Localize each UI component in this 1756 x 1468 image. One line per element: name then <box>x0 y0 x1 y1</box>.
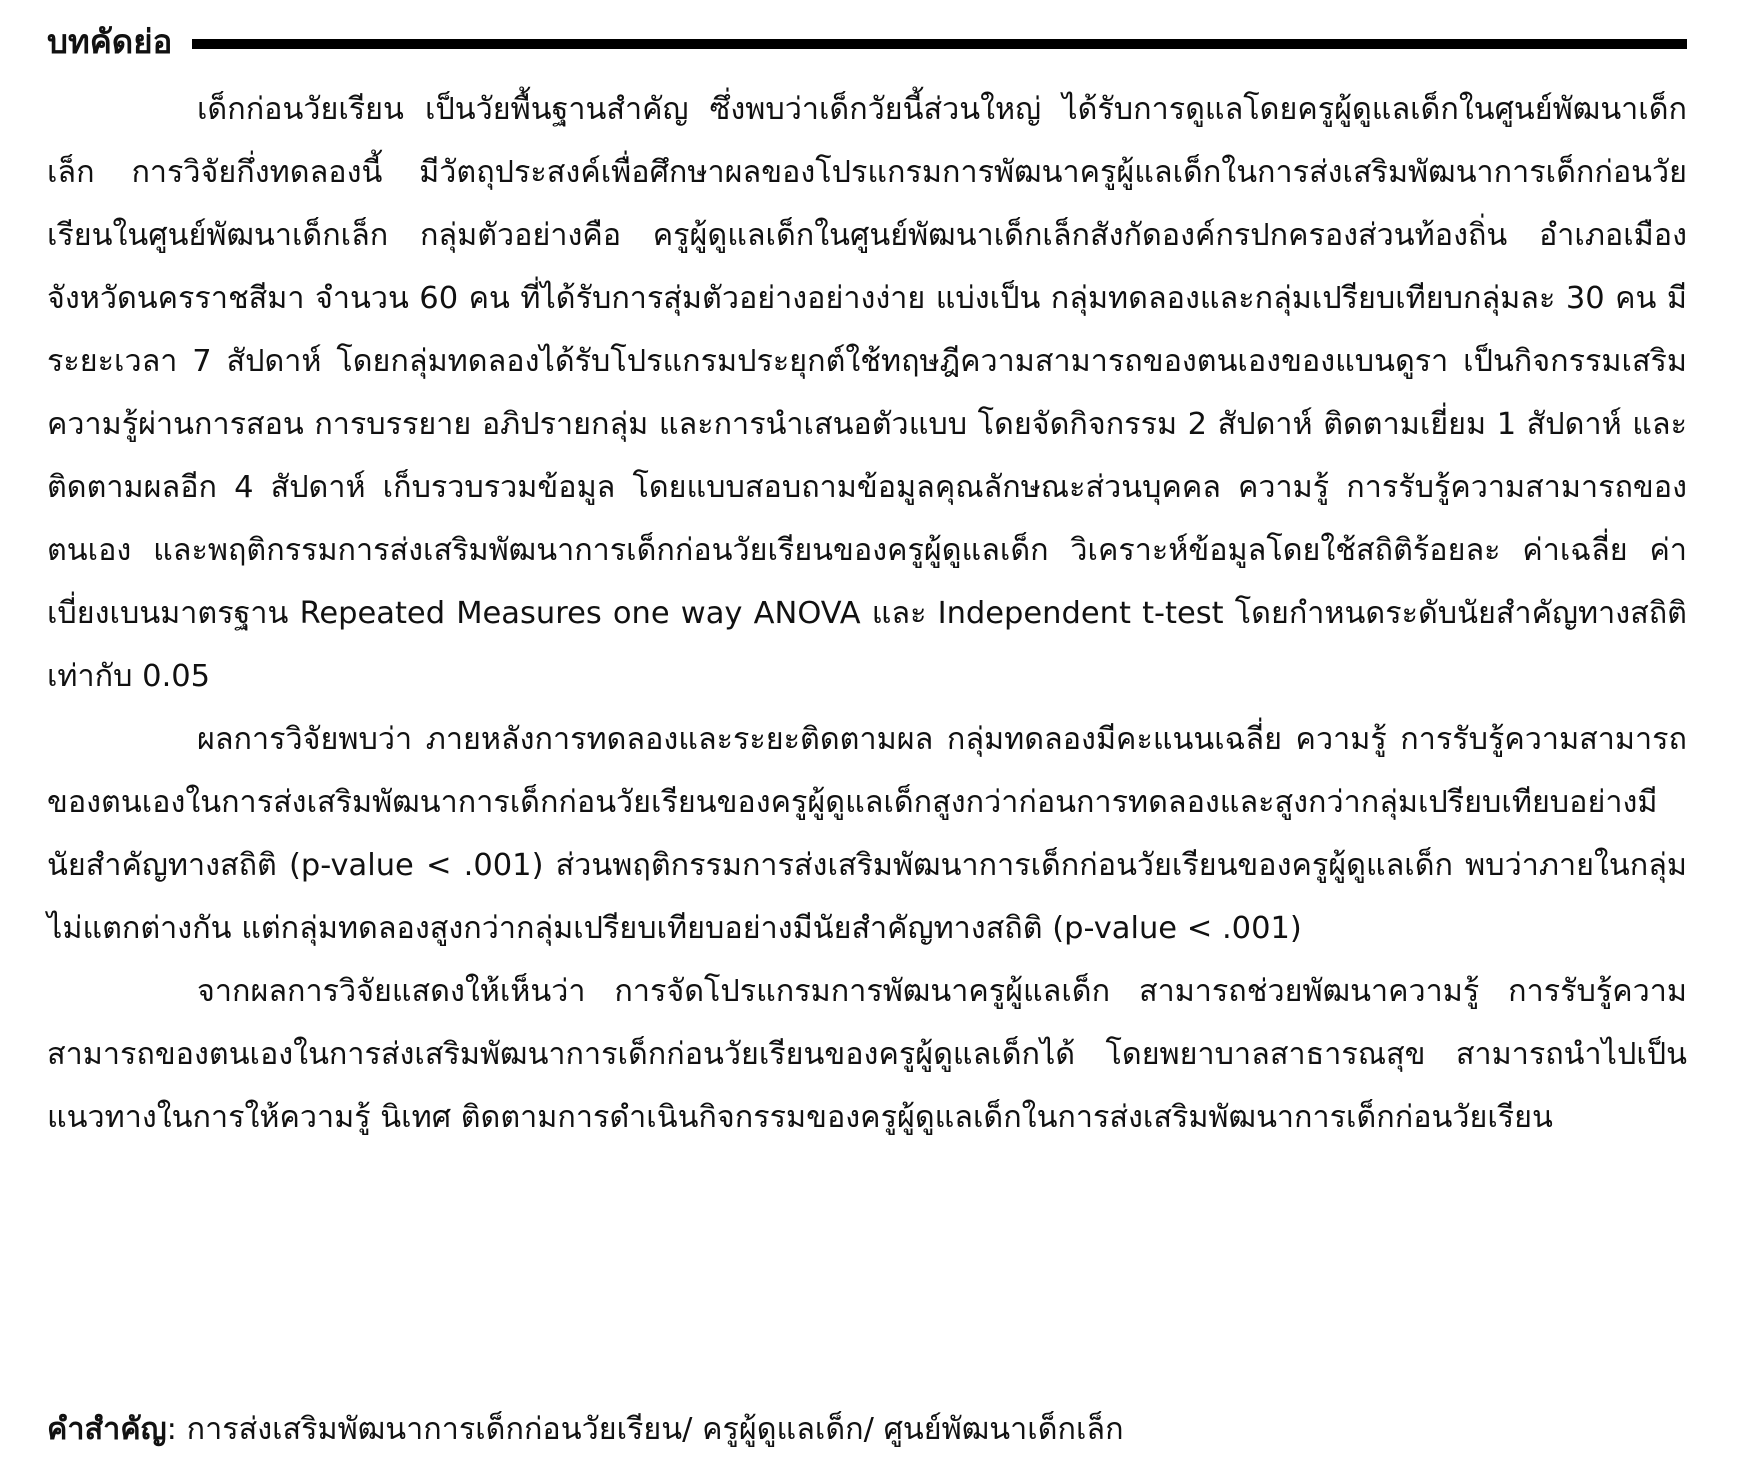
keywords-line <box>47 1402 1124 1458</box>
abstract-page <box>47 14 1687 1447</box>
keywords-text: : การส่งเสริมพัฒนาการเด็กก่อนวัยเรียน/ ครูผู้ดูแลเด็ก/ ศูนย์พัฒนาเด็กเล็ก <box>166 1412 1124 1447</box>
heading-rule-divider <box>192 39 1687 49</box>
abstract-heading: บทคัดย่อ <box>47 22 173 61</box>
abstract-paragraph-3: จากผลการวิจัยแสดงให้เห็นว่า การจัดโปรแกรมการพัฒนาครูผู้แลเด็ก สามารถช่วยพัฒนาความรู้ การรับรู้ความสามารถของตนเองในการส่งเสริมพัฒนาการเด็กก่อนวัยเรียนของครูผู้ดูแลเด็กได้ โดยพยาบาลสาธารณสุข สามารถนำไปเป็นแนวทางในการให้ความรู้ นิเทศ ติดตามการดำเนินกิจกรรมของครูผู้ดูแลเด็กในการส่งเสริมพัฒนาการเด็กก่อนวัยเรียน <box>47 974 1687 1135</box>
abstract-paragraph-1: เด็กก่อนวัยเรียน เป็นวัยพื้นฐานสำคัญ ซึ่งพบว่าเด็กวัยนี้ส่วนใหญ่ ได้รับการดูแลโดยครูผู้ดูแลเด็กในศูนย์พัฒนาเด็กเล็ก การวิจัยกึ่งทดลองนี้ มีวัตถุประสงค์เพื่อศึกษาผลของโปรแกรมการพัฒนาครูผู้แลเด็กในการส่งเสริมพัฒนาการเด็กก่อนวัยเรียนในศูนย์พัฒนาเด็กเล็ก กลุ่มตัวอย่างคือ ครูผู้ดูแลเด็กในศูนย์พัฒนาเด็กเล็กสังกัดองค์กรปกครองส่วนท้องถิ่น อำเภอเมือง จังหวัดนครราชสีมา จำนวน 60 คน ที่ได้รับการสุ่มตัวอย่างอย่างง่าย แบ่งเป็น กลุ่มทดลองและกลุ่มเปรียบเทียบกลุ่มละ 30 คน มีระยะเวลา 7 สัปดาห์ โดยกลุ่มทดลองได้รับโปรแกรมประยุกต์ใช้ทฤษฎีความสามารถของตนเองของแบนดูรา เป็นกิจกรรมเสริมความรู้ผ่านการสอน การบรรยาย อภิปรายกลุ่ม และการนำเสนอตัวแบบ โดยจัดกิจกรรม 2 สัปดาห์ ติดตามเยี่ยม 1 สัปดาห์ และติดตามผลอีก 4 สัปดาห์ เก็บรวบรวมข้อมูล โดยแบบสอบถามข้อมูลคุณลักษณะส่วนบุคคล ความรู้ การรับรู้ความสามารถของตนเอง และพฤติกรรมการส่งเสริมพัฒนาการเด็กก่อนวัยเรียนของครูผู้ดูแลเด็ก วิเคราะห์ข้อมูลโดยใช้สถิติร้อยละ ค่าเฉลี่ย ค่าเบี่ยงเบนมาตรฐาน Repeated Measures one way ANOVA และ Independent t-test โดยกำหนดระดับนัยสำคัญทางสถิติเท่ากับ 0.05 <box>47 92 1687 694</box>
abstract-heading-row <box>47 14 1687 70</box>
keywords-label: คำสำคัญ <box>47 1412 167 1447</box>
abstract-body <box>47 78 1687 1149</box>
abstract-paragraph-2: ผลการวิจัยพบว่า ภายหลังการทดลองและระยะติดตามผล กลุ่มทดลองมีคะแนนเฉลี่ย ความรู้ การรับรู้ความสามารถของตนเองในการส่งเสริมพัฒนาการเด็กก่อนวัยเรียนของครูผู้ดูแลเด็กสูงกว่าก่อนการทดลองและสูงกว่ากลุ่มเปรียบเทียบอย่างมีนัยสำคัญทางสถิติ (p-value < .001) ส่วนพฤติกรรมการส่งเสริมพัฒนาการเด็กก่อนวัยเรียนของครูผู้ดูแลเด็ก พบว่าภายในกลุ่มไม่แตกต่างกัน แต่กลุ่มทดลองสูงกว่ากลุ่มเปรียบเทียบอย่างมีนัยสำคัญทางสถิติ (p-value < .001) <box>47 722 1687 946</box>
